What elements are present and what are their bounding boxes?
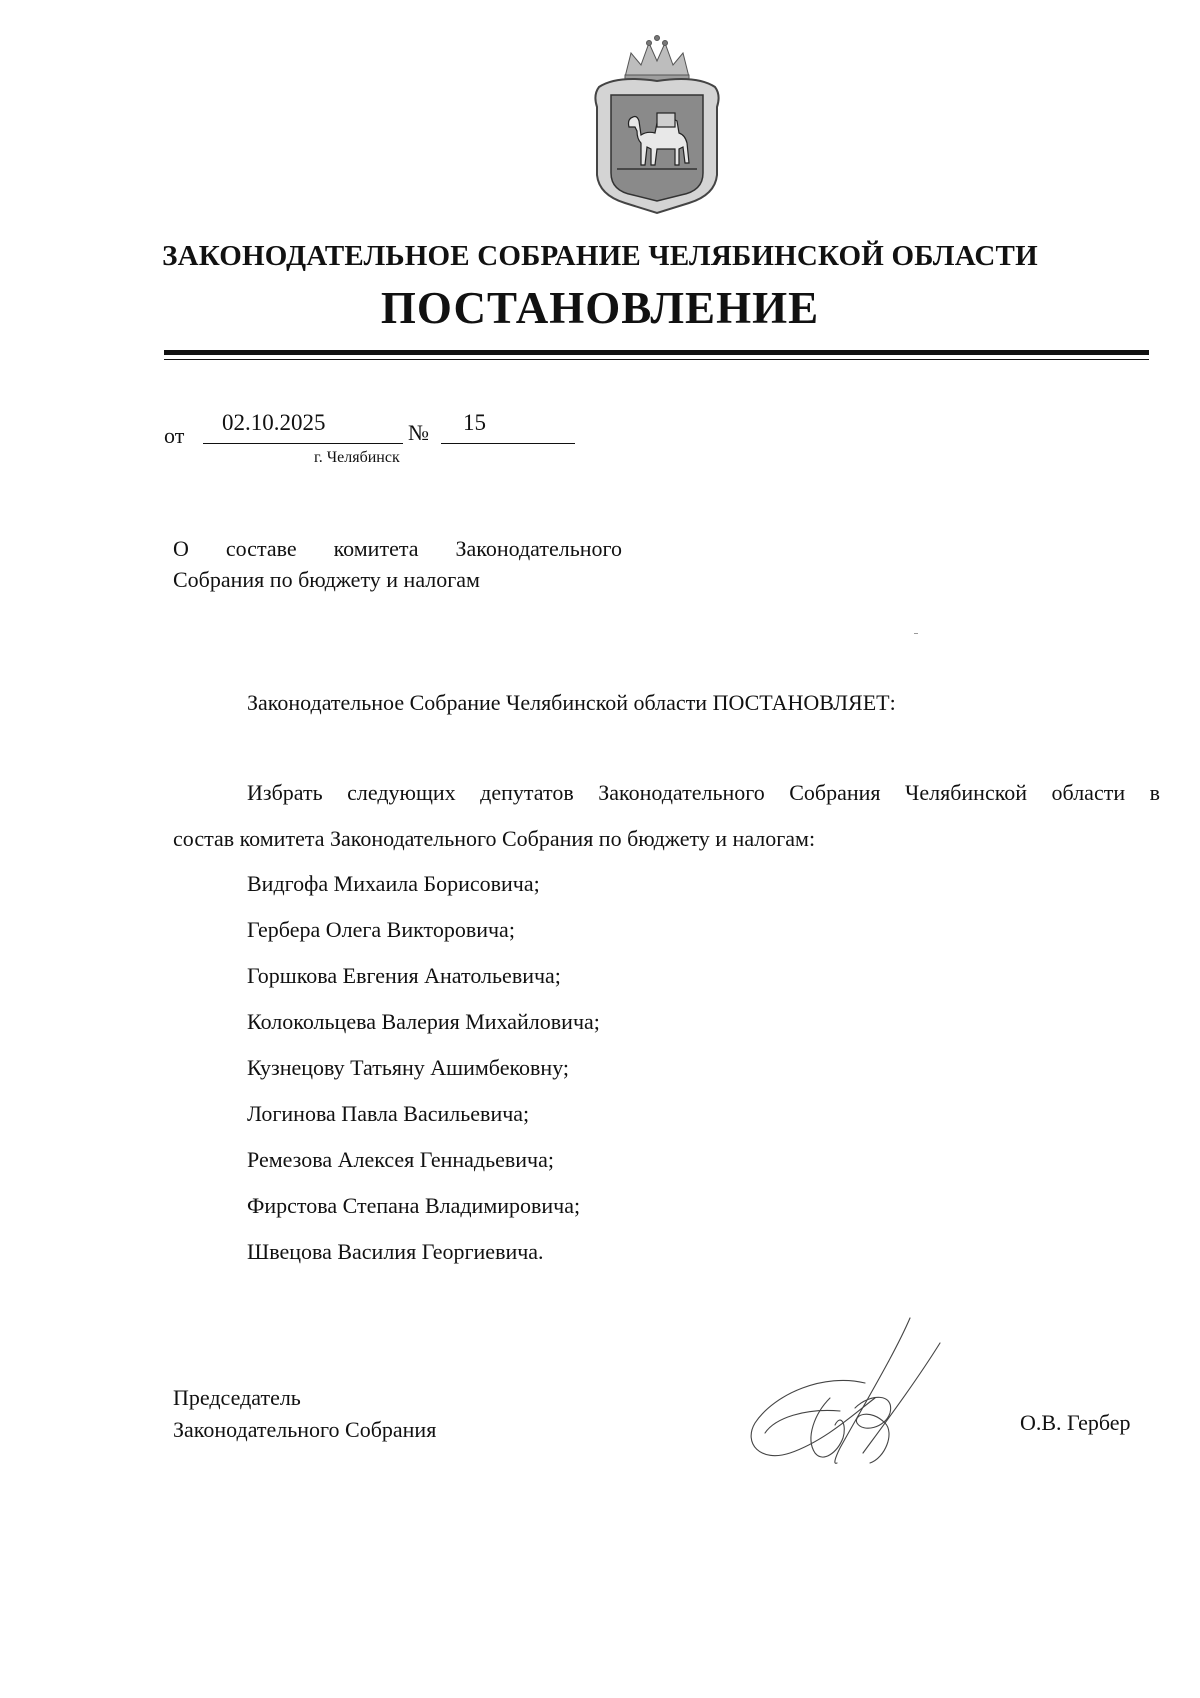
date-underline <box>203 443 403 444</box>
signature-icon <box>745 1313 970 1483</box>
list-item: Кузнецову Татьяну Ашимбековну; <box>247 1055 570 1080</box>
list-item: Логинова Павла Васильевича; <box>247 1101 530 1126</box>
document-type-title: ПОСТАНОВЛЕНИЕ <box>380 283 820 333</box>
chairman-name: О.В. Гербер <box>1020 1410 1131 1435</box>
document-subject <box>173 533 643 595</box>
subject-line-2: Собрания по бюджету и налогам <box>173 567 480 592</box>
date-from-label: от <box>164 423 185 448</box>
scan-speck <box>914 633 918 634</box>
chairman-role-line-2: Законодательного Собрания <box>173 1417 437 1442</box>
document-number: 15 <box>463 410 486 435</box>
header-rule-thick <box>164 350 1149 355</box>
chairman-role <box>173 1382 436 1446</box>
resolves-paragraph: Законодательное Собрание Челябинской области ПОСТАНОВЛЯЕТ: <box>247 690 896 715</box>
number-label: № <box>408 420 429 445</box>
elect-paragraph-line-2: состав комитета Законодательного Собрания по бюджету и налогам: <box>173 826 816 851</box>
list-item: Швецова Василия Георгиевича. <box>247 1239 544 1264</box>
document-city: г. Челябинск <box>314 449 400 466</box>
list-item: Фирстова Степана Владимировича; <box>247 1193 581 1218</box>
list-item: Видгофа Михаила Борисовича; <box>247 871 540 896</box>
subject-line-1: О составе комитета Законодательного <box>173 536 622 561</box>
list-item: Гербера Олега Викторовича; <box>247 917 515 942</box>
chairman-role-line-1: Председатель <box>173 1385 301 1410</box>
header-rule-thin <box>164 359 1149 360</box>
list-item: Горшкова Евгения Анатольевича; <box>247 963 561 988</box>
document-date: 02.10.2025 <box>222 410 326 435</box>
list-item: Ремезова Алексея Геннадьевича; <box>247 1147 554 1172</box>
coat-of-arms-icon <box>585 35 730 215</box>
organization-title: ЗАКОНОДАТЕЛЬНОЕ СОБРАНИЕ ЧЕЛЯБИНСКОЙ ОБЛАСТИ <box>162 240 1038 272</box>
elect-paragraph-line-1: Избрать следующих депутатов Законодательного Собрания Челябинской области в <box>247 780 1160 805</box>
deputies-list <box>247 869 600 1283</box>
list-item: Колокольцева Валерия Михайловича; <box>247 1009 600 1034</box>
number-underline <box>441 443 575 444</box>
